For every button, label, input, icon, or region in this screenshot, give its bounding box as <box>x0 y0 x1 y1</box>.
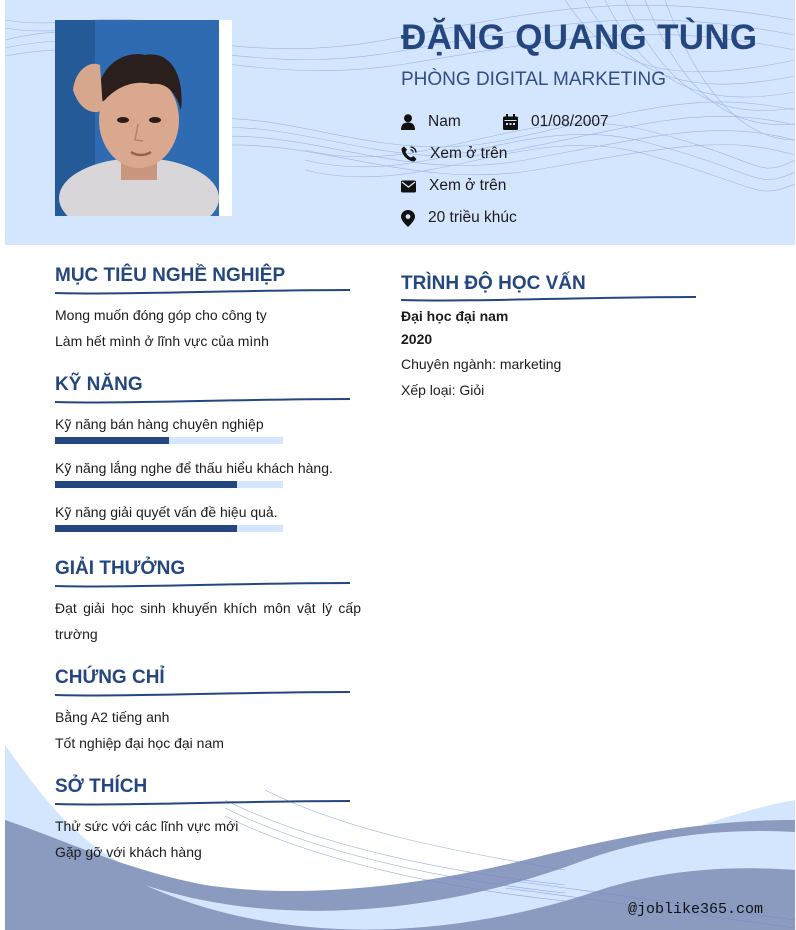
skill-bar-fill <box>55 525 237 532</box>
header-band <box>5 0 795 245</box>
education-school: Đại học đại nam <box>401 308 509 324</box>
objective-line: Làm hết mình ở lĩnh vực của mình <box>55 333 269 349</box>
skill-bar-fill <box>55 437 169 444</box>
certificate-line: Tốt nghiệp đại học đại nam <box>55 735 224 751</box>
skill-bar-fill <box>55 481 237 488</box>
section-underline <box>55 397 355 405</box>
skill-label: Kỹ năng lắng nghe để thấu hiểu khách hàng. <box>55 460 333 476</box>
gender-value: Nam <box>428 113 461 130</box>
section-title-hobbies: SỞ THÍCH <box>55 776 148 797</box>
certificate-line: Bằng A2 tiếng anh <box>55 709 170 725</box>
watermark: @joblike365.com <box>628 901 764 918</box>
section-underline <box>401 295 701 303</box>
envelope-icon <box>401 180 416 193</box>
section-title-education: TRÌNH ĐỘ HỌC VẤN <box>401 273 586 294</box>
email-value: Xem ở trên <box>429 177 507 194</box>
section-underline <box>55 288 355 296</box>
skill-bar <box>55 481 283 488</box>
section-title-certificates: CHỨNG CHỈ <box>55 667 165 688</box>
section-title-awards: GIẢI THƯỞNG <box>55 558 186 579</box>
calendar-icon <box>503 114 518 130</box>
skill-bar <box>55 525 283 532</box>
gender-row <box>401 113 461 131</box>
birthday-value: 01/08/2007 <box>531 113 609 130</box>
skill-bar <box>55 437 283 444</box>
job-position: PHÒNG DIGITAL MARKETING <box>401 69 666 90</box>
section-underline <box>55 581 355 589</box>
section-underline <box>55 690 355 698</box>
address-value: 20 triều khúc <box>428 209 517 226</box>
address-row <box>401 209 517 227</box>
skill-label: Kỹ năng giải quyết vấn đề hiệu quả. <box>55 504 278 520</box>
objective-line: Mong muốn đóng góp cho công ty <box>55 307 267 323</box>
email-row <box>401 177 506 195</box>
skill-label: Kỹ năng bán hàng chuyên nghiệp <box>55 416 264 432</box>
hobby-line: Thử sức với các lĩnh vực mới <box>55 818 239 834</box>
phone-row <box>401 145 507 163</box>
award-text: Đạt giải học sinh khuyến khích môn vật lý cấp trường <box>55 600 361 642</box>
candidate-name: ĐẶNG QUANG TÙNG <box>401 18 758 57</box>
birthday-row <box>503 113 609 131</box>
education-grade: Xếp loại: Giỏi <box>401 382 485 398</box>
phone-value: Xem ở trên <box>430 145 508 162</box>
location-pin-icon <box>401 210 415 227</box>
education-year: 2020 <box>401 331 433 347</box>
profile-photo <box>55 20 219 216</box>
hobby-line: Gặp gỡ với khách hàng <box>55 844 202 860</box>
section-title-objective: MỤC TIÊU NGHỀ NGHIỆP <box>55 265 286 286</box>
photo-frame <box>55 20 232 216</box>
section-title-skills: KỸ NĂNG <box>55 374 143 395</box>
phone-icon <box>401 146 417 162</box>
section-underline <box>55 799 355 807</box>
user-icon <box>401 114 415 130</box>
education-major: Chuyên ngành: marketing <box>401 356 562 372</box>
resume-page <box>5 0 795 930</box>
